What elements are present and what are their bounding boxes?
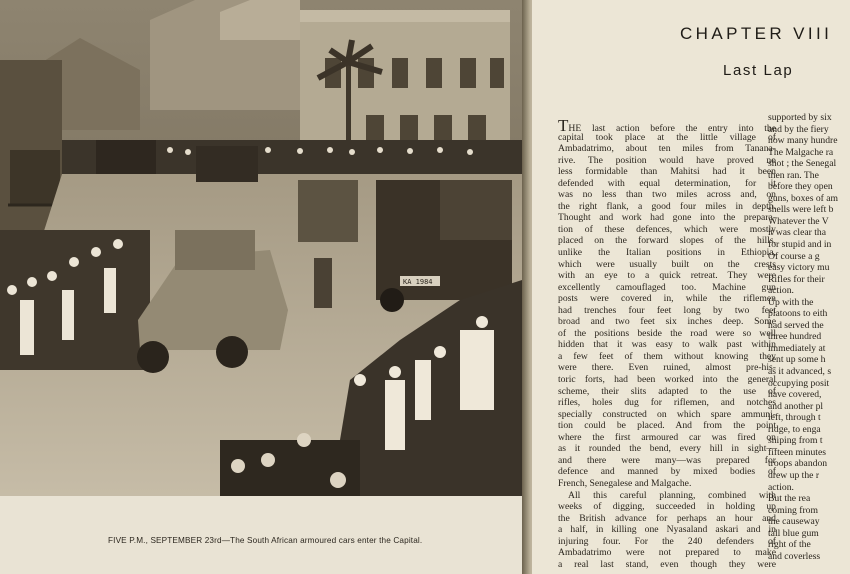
text-line: defence and manned by mixed bodies of [558, 466, 776, 478]
text-line: the causeway [768, 516, 820, 528]
text-line: sent up some h [768, 354, 826, 366]
text-line: placed on the forward slopes of the hills, [558, 235, 776, 247]
text-line: Whatever the V [768, 215, 829, 227]
text-line: ridge, to enga [768, 423, 821, 435]
text-line: sniping from t [768, 435, 823, 447]
text-line: then ran. The [768, 169, 819, 181]
text-line: and coverless [768, 550, 821, 562]
text-line: a few feet of them without knowing they [558, 350, 776, 362]
text-line: defended with equal determination, for it [558, 177, 776, 189]
text-line: less formidable than Mahitsi had it been [558, 166, 776, 178]
text-line: French, Senegalese and Malgache. [558, 477, 692, 489]
text-line: Ambadatrimo, about ten miles from Tanana- [558, 143, 776, 155]
text-line: hidden that it was easy to walk past within [558, 339, 776, 351]
text-line: had served the [768, 319, 824, 331]
text-line: weeks of digging, succeeded in holding up [558, 501, 776, 513]
text-line: and by the fiery [768, 123, 829, 135]
text-line: the right flank, a good four miles in depth. [558, 200, 776, 212]
text-line: broad and two feet six inches deep. Some [558, 316, 776, 328]
text-line: the British advance for perhaps an hour and [558, 512, 776, 524]
text-line: occupying posit [768, 377, 830, 389]
text-line: drew up the r [768, 469, 820, 481]
text-line: tall blue gum [768, 527, 819, 539]
text-line: Of course a g [768, 250, 820, 262]
text-line: posts were covered in, while the riflemen [558, 293, 776, 305]
text-line: shells were left b [768, 204, 834, 216]
text-line: All this careful planning, combined with [568, 489, 776, 501]
text-line: coming from [768, 504, 818, 516]
text-line: had trenches four feet long by two feet [558, 304, 776, 316]
drop-cap: T [558, 116, 569, 135]
photo-caption: FIVE P.M., SEPTEMBER 23rd—The South African armoured cars enter the Capital. [108, 536, 423, 545]
text-line: three hundred [768, 331, 822, 343]
text-line: Ambadatrimo were not prepared to make [558, 547, 776, 559]
chapter-heading: CHAPTER VIII [680, 24, 833, 43]
text-line: action. [768, 481, 794, 493]
text-line: rive. The position would have proved no [558, 154, 776, 166]
text-line: and there were many—was prepared for [558, 454, 776, 466]
text-line: for stupid and in [768, 239, 832, 251]
text-line: right of the [768, 539, 811, 551]
text-line: was no less than two miles across and, on [558, 189, 776, 201]
right-page [532, 0, 850, 574]
text-line: with an eye to a quick retreat. They were [558, 270, 776, 282]
body-column-2 [768, 112, 850, 562]
text-line: where the first armoured car was fired on [558, 431, 776, 443]
truck-plate: KA 1984 [403, 278, 433, 286]
body-column-1 [558, 116, 776, 570]
text-line: Thought and work had gone into the prepara- [558, 212, 776, 224]
text-line: easy victory mu [768, 262, 830, 274]
text-line: of the positions beside the road were so well [558, 327, 776, 339]
text-line: tion could be placed. And from the point [558, 420, 776, 432]
text-line: specially constructed on which spare ammuni- [558, 408, 776, 420]
text-line: injuring four. For the 240 defenders of [558, 535, 776, 547]
text-line: But the rea [768, 493, 811, 505]
text-line: Up with the [768, 296, 814, 308]
text-line: fifteen minutes [768, 446, 826, 458]
text-line: have covered, [768, 389, 822, 401]
chapter-title: Last Lap [723, 62, 794, 79]
text-line: as it rounded the bend, every hill in sight— [558, 443, 776, 455]
text-line: a half, in killing one Nyasaland askari and in [558, 524, 776, 536]
text-line: tion of these defences, which were mostly [558, 223, 776, 235]
text-line: were there. Even ruined, almost pre-his- [558, 362, 776, 374]
text-line: capital took place at the little village of [558, 131, 776, 143]
text-line: supported by six [768, 112, 832, 123]
text-line: guns, boxes of am [768, 192, 839, 204]
text-line: left, through t [768, 412, 821, 424]
text-line: scheme, their slits adapted to the use of [558, 385, 776, 397]
text-line: Rifles for their [768, 273, 825, 285]
text-line: and another pl [768, 400, 824, 412]
text-line: troops abandon [768, 458, 828, 470]
text-line: immediately at [768, 342, 826, 354]
text-line: platoons to eith [768, 308, 828, 320]
text-line: The Malgache ra [768, 146, 834, 158]
text-line: excellently camouflaged too. Machine gun [558, 281, 776, 293]
text-line: now many hundre [768, 135, 838, 147]
text-line: which were usually built on the crests [558, 258, 776, 270]
text-line: THE last action before the entry into the [558, 116, 776, 135]
text-line: a real last stand, even though they were [558, 558, 776, 570]
text-line: as it advanced, s [768, 366, 832, 378]
text-line: action. [768, 285, 794, 297]
text-line: it was clear tha [768, 227, 826, 239]
text-line: before they open [768, 181, 833, 193]
text-line: shot ; the Senegal [768, 158, 837, 170]
text-line: rifles, holes dug for riflemen, and notches [558, 397, 776, 409]
text-line: toric forts, had been worked into the general [558, 374, 776, 386]
text-line: unlike the Italian positions in Ethiopia, [558, 247, 776, 259]
